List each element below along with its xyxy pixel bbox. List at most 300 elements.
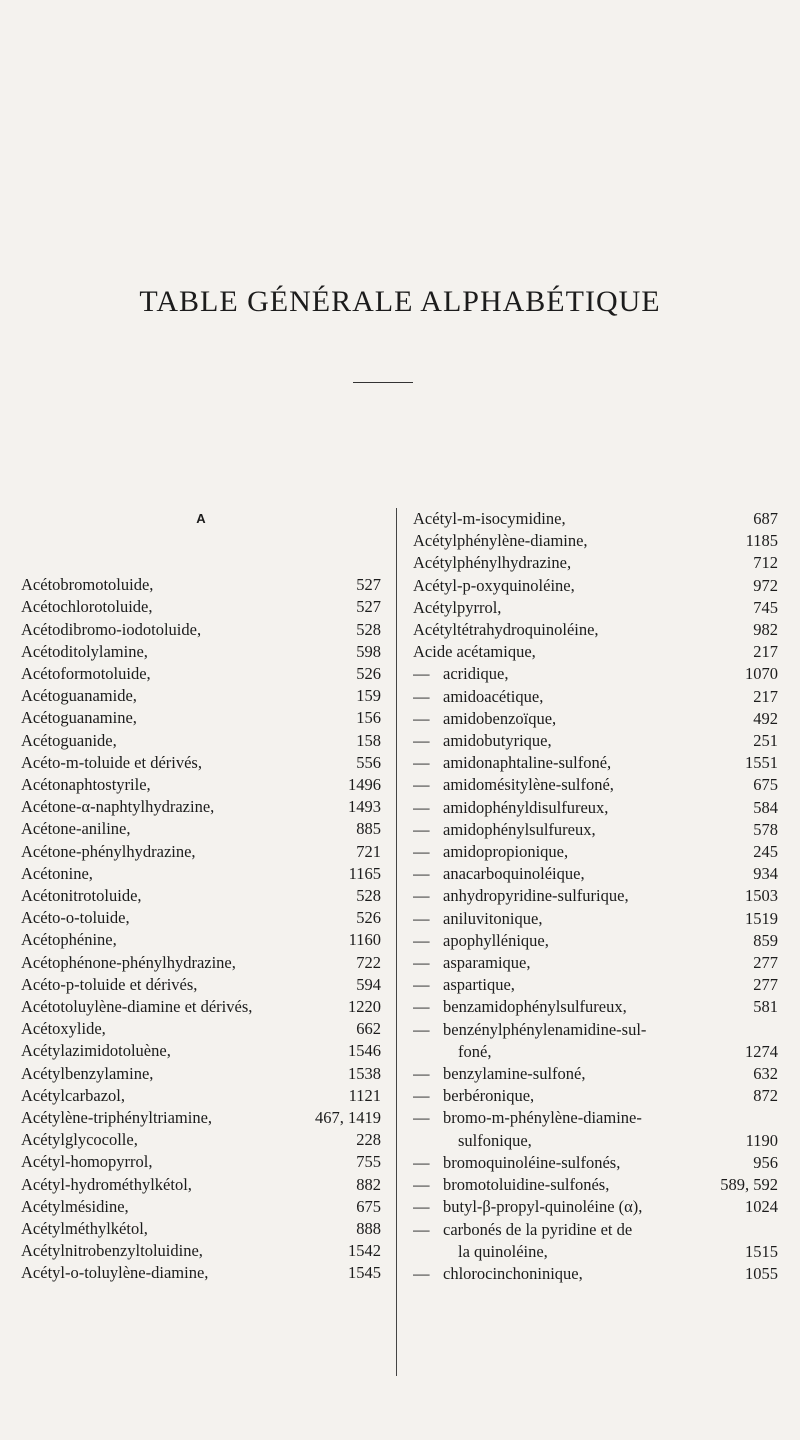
- dash-marker: —: [413, 886, 430, 906]
- dash-marker: —: [413, 842, 430, 862]
- entry-name: [21, 1218, 350, 1240]
- entry-text: Acétyl-m-isocymidine,: [413, 509, 566, 528]
- entry-text: Acide acétamique,: [413, 642, 536, 662]
- entry-text: bromoquinoléine-sulfonés,: [443, 1152, 621, 1172]
- entry-name: [21, 596, 350, 618]
- entry-page: 228: [356, 1130, 381, 1150]
- index-entry: [413, 641, 778, 663]
- index-entry: [413, 996, 778, 1018]
- index-entry: [413, 952, 778, 974]
- index-entry: [21, 707, 381, 729]
- entry-page: 1274: [745, 1041, 778, 1061]
- entry-text: Acétotoluylène-diamine et dérivés,: [21, 997, 253, 1017]
- entry-text: Acétone-aniline,: [21, 819, 131, 839]
- entry-name: [413, 885, 739, 907]
- dash-marker: —: [413, 1152, 430, 1172]
- index-entry: [21, 907, 381, 929]
- entry-text: Acétylglycocolle,: [21, 1130, 138, 1150]
- entry-text: Acétoxylide,: [21, 1019, 106, 1039]
- entry-name: [413, 1041, 739, 1063]
- entry-page: 1545: [348, 1263, 381, 1283]
- dash-marker: —: [413, 1108, 430, 1128]
- entry-name: [413, 641, 747, 663]
- entry-text: Acétylnitrobenzyltoluidine,: [21, 1241, 203, 1261]
- index-entry: [413, 1063, 778, 1085]
- index-entry: [21, 619, 381, 641]
- entry-name: [21, 663, 350, 685]
- entry-page: 1165: [348, 863, 381, 883]
- index-entry: [21, 1174, 381, 1196]
- entry-name: [413, 619, 747, 641]
- entry-name: [413, 996, 747, 1018]
- entry-name: [413, 1130, 740, 1152]
- entry-name: [21, 574, 350, 596]
- index-entry: [21, 685, 381, 707]
- entry-name: [21, 1240, 342, 1262]
- entry-name: [413, 774, 747, 796]
- dash-marker: —: [413, 797, 430, 817]
- index-entry: [21, 929, 381, 951]
- column-divider: [396, 508, 397, 1376]
- entry-page: 581: [753, 997, 778, 1017]
- left-column: [21, 508, 381, 1285]
- entry-name: [21, 1018, 350, 1040]
- entry-name: [21, 641, 350, 663]
- entry-page: 632: [753, 1064, 778, 1084]
- entry-name: [21, 1107, 309, 1129]
- entry-name: [413, 974, 747, 996]
- entry-name: [413, 663, 739, 685]
- entry-page: 578: [753, 819, 778, 839]
- entry-text: Acétylphénylène-diamine,: [413, 531, 588, 551]
- dash-marker: —: [413, 953, 430, 973]
- entry-text: Acétylpyrrol,: [413, 597, 502, 617]
- entry-name: [21, 1040, 342, 1062]
- entry-page: 1070: [745, 664, 778, 684]
- entry-text: benzénylphénylenamidine-sul-: [443, 1019, 647, 1039]
- index-entry: [21, 752, 381, 774]
- entry-name: [21, 1129, 350, 1151]
- entry-name: [21, 863, 343, 885]
- index-entry: [413, 819, 778, 841]
- entry-page: 956: [753, 1152, 778, 1172]
- entry-text: apophyllénique,: [443, 930, 549, 950]
- index-entry: [21, 1018, 381, 1040]
- index-entry: [21, 774, 381, 796]
- dash-marker: —: [413, 708, 430, 728]
- entry-page: 526: [356, 908, 381, 928]
- right-entries: [413, 508, 778, 1285]
- entry-name: [21, 774, 342, 796]
- entry-page: 251: [753, 731, 778, 751]
- entry-text: Acétylméthylkétol,: [21, 1219, 148, 1239]
- entry-name: [413, 1263, 739, 1285]
- index-entry: [21, 952, 381, 974]
- entry-name: [413, 930, 747, 952]
- entry-page: 934: [753, 864, 778, 884]
- entry-page: 217: [753, 642, 778, 662]
- entry-page: 528: [356, 619, 381, 639]
- entry-page: 159: [356, 686, 381, 706]
- entry-text: Acétophénine,: [21, 930, 117, 950]
- entry-text: Acétoformotoluide,: [21, 664, 151, 683]
- entry-page: 1519: [745, 908, 778, 928]
- index-entry: [21, 1151, 381, 1173]
- entry-page: 882: [356, 1174, 381, 1194]
- entry-name: [21, 907, 350, 929]
- entry-text: Acétodibromo-iodotoluide,: [21, 619, 202, 639]
- entry-text: sulfonique,: [458, 1130, 532, 1150]
- entry-page: 662: [356, 1019, 381, 1039]
- entry-text: benzamidophénylsulfureux,: [443, 997, 627, 1017]
- entry-text: Acétonaphtostyrile,: [21, 775, 151, 795]
- entry-text: Acétyltétrahydroquinoléine,: [413, 620, 599, 640]
- index-entry: [21, 730, 381, 752]
- entry-name: [21, 707, 350, 729]
- entry-text: Acétonine,: [21, 863, 93, 883]
- entry-page: 1121: [348, 1085, 381, 1105]
- entry-name: [413, 730, 747, 752]
- index-entry: [21, 641, 381, 663]
- entry-text: amidobutyrique,: [443, 731, 552, 751]
- entry-name: [413, 1152, 747, 1174]
- entry-text: carbonés de la pyridine et de: [443, 1219, 633, 1239]
- entry-name: [413, 1107, 772, 1129]
- entry-text: amidomésitylène-sulfoné,: [443, 775, 614, 795]
- entry-name: [21, 818, 350, 840]
- entry-text: Acétylazimidotoluène,: [21, 1041, 171, 1061]
- entry-name: [413, 575, 747, 597]
- entry-page: 872: [753, 1086, 778, 1106]
- entry-text: Acétochlorotoluide,: [21, 597, 153, 617]
- entry-page: 526: [356, 664, 381, 683]
- entry-text: amidophénylsulfureux,: [443, 819, 596, 839]
- index-entry: [21, 996, 381, 1018]
- entry-name: [413, 908, 739, 930]
- entry-page: 1538: [348, 1063, 381, 1083]
- entry-page: [772, 1107, 778, 1129]
- entry-page: 721: [356, 841, 381, 861]
- right-column: [413, 508, 778, 1285]
- entry-page: 745: [753, 597, 778, 617]
- index-entry: [21, 796, 381, 818]
- entry-page: 156: [356, 708, 381, 728]
- dash-marker: —: [413, 1197, 430, 1217]
- entry-name: [413, 797, 747, 819]
- entry-text: Acétone-α-naphtylhydrazine,: [21, 797, 215, 817]
- index-entry: [21, 863, 381, 885]
- entry-name: [21, 885, 350, 907]
- index-entry: [21, 1063, 381, 1085]
- entry-page: 217: [753, 686, 778, 706]
- index-entry: [413, 885, 778, 907]
- entry-text: Acétone-phénylhydrazine,: [21, 841, 196, 861]
- entry-text: Acétobromotoluide,: [21, 575, 154, 595]
- entry-text: la quinoléine,: [458, 1241, 548, 1261]
- entry-page: 556: [356, 752, 381, 772]
- index-entry: [413, 1085, 778, 1107]
- entry-name: [413, 508, 747, 530]
- index-entry: [413, 774, 778, 796]
- entry-name: [413, 1063, 747, 1085]
- entry-page: 1542: [348, 1241, 381, 1261]
- entry-name: [413, 863, 747, 885]
- index-entry: [413, 663, 778, 685]
- entry-text: Acétophénone-phénylhydrazine,: [21, 952, 236, 972]
- index-entry: [21, 1262, 381, 1284]
- index-entry: [413, 508, 778, 530]
- index-entry: [21, 596, 381, 618]
- entry-page: 982: [753, 620, 778, 640]
- dash-marker: —: [413, 930, 430, 950]
- entry-page: 712: [753, 553, 778, 573]
- entry-text: anacarboquinoléique,: [443, 864, 585, 884]
- entry-text: Acétoguanamide,: [21, 686, 137, 706]
- dash-marker: —: [413, 664, 430, 684]
- entry-name: [413, 1019, 772, 1041]
- index-entry: [413, 863, 778, 885]
- entry-page: 675: [753, 775, 778, 795]
- index-entry: [21, 974, 381, 996]
- index-entry: [413, 1196, 778, 1218]
- entry-page: 277: [753, 975, 778, 995]
- title-rule: [353, 382, 413, 383]
- entry-text: bromo-m-phénylène-diamine-: [443, 1108, 642, 1128]
- entry-page: 1546: [348, 1041, 381, 1061]
- index-entry: [413, 841, 778, 863]
- index-entry: [413, 1041, 778, 1063]
- index-entry: [21, 1040, 381, 1062]
- entry-page: 598: [356, 641, 381, 661]
- index-entry: [413, 1241, 778, 1263]
- entry-text: amidoacétique,: [443, 686, 544, 706]
- entry-page: 467, 1419: [315, 1108, 381, 1128]
- dash-marker: —: [413, 997, 430, 1017]
- entry-page: 527: [356, 597, 381, 617]
- dash-marker: —: [413, 975, 430, 995]
- entry-text: amidopropionique,: [443, 842, 569, 862]
- dash-marker: —: [413, 908, 430, 928]
- entry-text: bromotoluidine-sulfonés,: [443, 1175, 610, 1195]
- index-entry: [21, 574, 381, 596]
- dash-marker: —: [413, 819, 430, 839]
- entry-page: 888: [356, 1219, 381, 1239]
- entry-name: [413, 752, 739, 774]
- dash-marker: —: [413, 864, 430, 884]
- index-entry: [413, 686, 778, 708]
- entry-text: Acétylmésidine,: [21, 1196, 129, 1216]
- entry-name: [21, 996, 342, 1018]
- entry-text: Acétyl-p-oxyquinoléine,: [413, 575, 575, 595]
- entry-name: [413, 841, 747, 863]
- entry-page: 492: [753, 708, 778, 728]
- entry-text: acridique,: [443, 664, 509, 684]
- entry-text: Acétyl-hydrométhylkétol,: [21, 1174, 192, 1194]
- index-entry: [413, 752, 778, 774]
- entry-name: [21, 1063, 342, 1085]
- entry-text: aspartique,: [443, 975, 515, 995]
- index-entry: [413, 908, 778, 930]
- entry-name: [413, 708, 747, 730]
- entry-text: Acétoguanide,: [21, 730, 117, 750]
- entry-page: 1220: [348, 997, 381, 1017]
- entry-text: amidobenzoïque,: [443, 708, 557, 728]
- index-entry: [21, 1129, 381, 1151]
- dash-marker: —: [413, 1219, 430, 1239]
- dash-marker: —: [413, 686, 430, 706]
- entry-page: 1185: [745, 531, 778, 551]
- dash-marker: —: [413, 753, 430, 773]
- index-entry: [413, 797, 778, 819]
- entry-name: [413, 952, 747, 974]
- entry-page: 527: [356, 575, 381, 595]
- entry-name: [21, 796, 342, 818]
- dash-marker: —: [413, 1064, 430, 1084]
- entry-text: foné,: [458, 1041, 492, 1061]
- entry-page: 158: [356, 730, 381, 750]
- index-entry: [21, 1196, 381, 1218]
- entry-page: 589, 592: [720, 1175, 778, 1195]
- entry-page: 675: [356, 1196, 381, 1216]
- entry-page: 1515: [745, 1241, 778, 1261]
- entry-page: [772, 1219, 778, 1241]
- entry-name: [21, 730, 350, 752]
- entry-name: [413, 1174, 714, 1196]
- entry-page: 859: [753, 930, 778, 950]
- left-entries: [21, 574, 381, 1285]
- index-entry: [413, 1107, 778, 1129]
- entry-text: Acétylbenzylamine,: [21, 1063, 154, 1083]
- index-entry: [21, 1218, 381, 1240]
- entry-text: Acétylène-triphényltriamine,: [21, 1108, 213, 1128]
- entry-page: 687: [753, 509, 778, 528]
- entry-page: 1496: [348, 775, 381, 795]
- entry-name: [413, 1196, 739, 1218]
- entry-page: 594: [356, 974, 381, 994]
- entry-text: amidonaphtaline-sulfoné,: [443, 753, 612, 773]
- entry-name: [413, 597, 747, 619]
- dash-marker: —: [413, 1086, 430, 1106]
- entry-name: [413, 530, 740, 552]
- index-entry: [413, 552, 778, 574]
- index-entry: [413, 1219, 778, 1241]
- entry-page: 1551: [745, 753, 778, 773]
- entry-page: 584: [753, 797, 778, 817]
- index-entry: [413, 1174, 778, 1196]
- dash-marker: —: [413, 731, 430, 751]
- section-letter: A: [196, 511, 206, 526]
- entry-page: 1160: [348, 930, 381, 950]
- entry-page: 722: [356, 952, 381, 972]
- dash-marker: —: [413, 1263, 430, 1283]
- entry-page: 1024: [745, 1197, 778, 1217]
- index-entry: [413, 1152, 778, 1174]
- entry-name: [21, 1151, 350, 1173]
- index-entry: [21, 1240, 381, 1262]
- entry-page: [772, 1019, 778, 1041]
- entry-page: 1190: [745, 1130, 778, 1150]
- entry-name: [413, 1219, 772, 1241]
- index-entry: [413, 575, 778, 597]
- entry-page: 1503: [745, 886, 778, 906]
- entry-text: Acétyl-homopyrrol,: [21, 1152, 153, 1172]
- index-entry: [21, 1107, 381, 1129]
- entry-name: [413, 686, 747, 708]
- entry-text: benzylamine-sulfoné,: [443, 1064, 586, 1084]
- entry-page: 528: [356, 886, 381, 906]
- index-entry: [413, 1263, 778, 1285]
- entry-text: berbéronique,: [443, 1086, 535, 1106]
- index-entry: [413, 1019, 778, 1041]
- entry-page: 972: [753, 575, 778, 595]
- entry-text: Acétylphénylhydrazine,: [413, 553, 572, 573]
- entry-name: [413, 552, 747, 574]
- entry-name: [413, 1085, 747, 1107]
- entry-text: Acétoguanamine,: [21, 708, 137, 728]
- entry-text: Acétonitrotoluide,: [21, 886, 142, 906]
- entry-page: 885: [356, 819, 381, 839]
- entry-name: [413, 1241, 739, 1263]
- entry-name: [21, 752, 350, 774]
- entry-text: asparamique,: [443, 953, 531, 973]
- entry-text: chlorocinchoninique,: [443, 1263, 583, 1283]
- entry-text: Acétylcarbazol,: [21, 1085, 125, 1105]
- index-entry: [21, 663, 381, 685]
- page-title: TABLE GÉNÉRALE ALPHABÉTIQUE: [139, 285, 661, 319]
- entry-text: Acéto-p-toluide et dérivés,: [21, 974, 198, 994]
- index-entry: [413, 930, 778, 952]
- dash-marker: —: [413, 1175, 430, 1195]
- entry-name: [21, 929, 343, 951]
- index-entry: [413, 708, 778, 730]
- entry-name: [21, 1174, 350, 1196]
- index-entry: [21, 841, 381, 863]
- index-entry: [413, 530, 778, 552]
- entry-name: [21, 1262, 342, 1284]
- entry-name: [21, 841, 350, 863]
- index-entry: [413, 974, 778, 996]
- index-entry: [413, 1130, 778, 1152]
- entry-text: butyl-β-propyl-quinoléine (α),: [443, 1197, 643, 1217]
- entry-name: [21, 1085, 343, 1107]
- entry-page: 245: [753, 842, 778, 862]
- entry-text: anhydropyridine-sulfurique,: [443, 886, 629, 906]
- entry-text: Acéto-m-toluide et dérivés,: [21, 752, 202, 772]
- entry-name: [413, 819, 747, 841]
- entry-text: Acétyl-o-toluylène-diamine,: [21, 1263, 209, 1283]
- index-entry: [21, 818, 381, 840]
- entry-page: 1055: [745, 1263, 778, 1283]
- entry-page: 755: [356, 1152, 381, 1172]
- dash-marker: —: [413, 775, 430, 795]
- entry-page: 277: [753, 953, 778, 973]
- entry-text: aniluvitonique,: [443, 908, 543, 928]
- entry-name: [21, 952, 350, 974]
- index-entry: [413, 730, 778, 752]
- entry-name: [21, 685, 350, 707]
- entry-text: Acétoditolylamine,: [21, 641, 148, 661]
- entry-name: [21, 619, 350, 641]
- index-entry: [413, 619, 778, 641]
- dash-marker: —: [413, 1019, 430, 1039]
- entry-name: [21, 1196, 350, 1218]
- entry-name: [21, 974, 350, 996]
- entry-text: amidophényldisulfureux,: [443, 797, 609, 817]
- index-entry: [21, 1085, 381, 1107]
- entry-page: 1493: [348, 797, 381, 817]
- index-entry: [21, 885, 381, 907]
- index-entry: [413, 597, 778, 619]
